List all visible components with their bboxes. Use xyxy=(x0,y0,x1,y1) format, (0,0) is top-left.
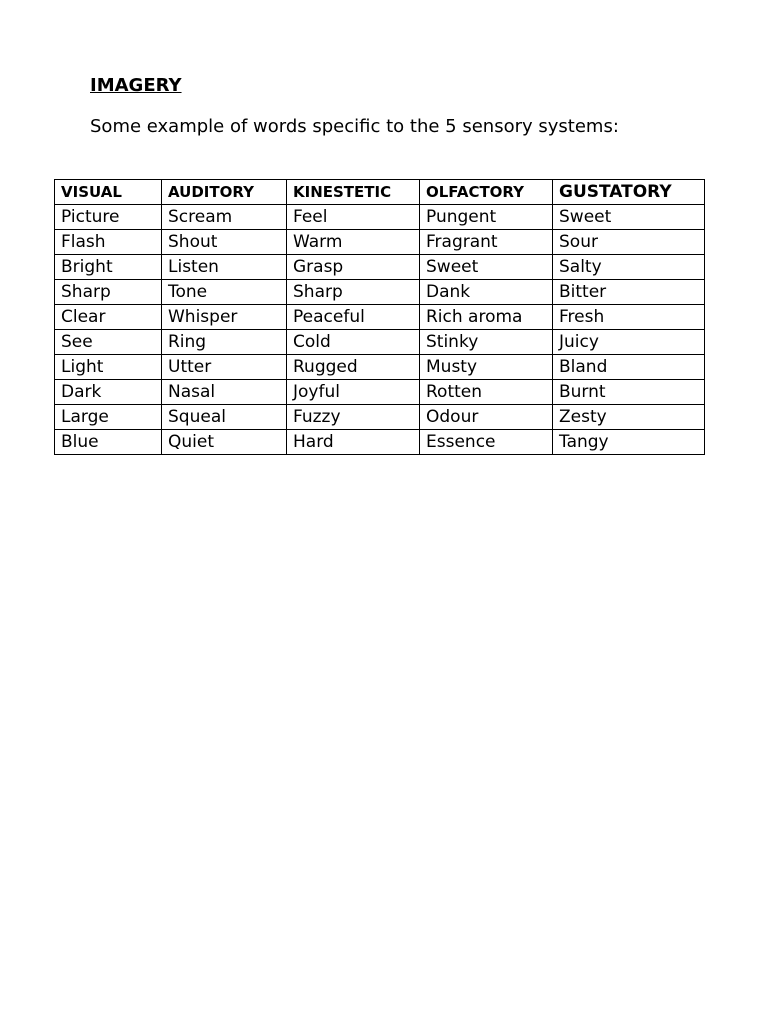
table-cell: Squeal xyxy=(162,405,287,430)
table-cell: Salty xyxy=(553,255,705,280)
table-row xyxy=(55,405,705,430)
table-cell: Clear xyxy=(55,305,162,330)
table-cell: Tone xyxy=(162,280,287,305)
table-cell: Sweet xyxy=(553,205,705,230)
table-cell: Rotten xyxy=(420,380,553,405)
table-cell: Tangy xyxy=(553,430,705,455)
table-cell: Fragrant xyxy=(420,230,553,255)
table-cell: Quiet xyxy=(162,430,287,455)
table-cell: Odour xyxy=(420,405,553,430)
table-cell: Rugged xyxy=(287,355,420,380)
header-gustatory: GUSTATORY xyxy=(553,180,705,205)
table-cell: Fresh xyxy=(553,305,705,330)
table-cell: Ring xyxy=(162,330,287,355)
table-cell: Bitter xyxy=(553,280,705,305)
table-cell: Hard xyxy=(287,430,420,455)
table-cell: Whisper xyxy=(162,305,287,330)
table-cell: Scream xyxy=(162,205,287,230)
table-cell: See xyxy=(55,330,162,355)
intro-paragraph: Some example of words specific to the 5 sensory systems: xyxy=(90,116,619,137)
table-cell: Utter xyxy=(162,355,287,380)
table-cell: Light xyxy=(55,355,162,380)
table-row xyxy=(55,280,705,305)
table-cell: Sharp xyxy=(287,280,420,305)
table-row xyxy=(55,230,705,255)
header-row xyxy=(55,180,705,205)
table-cell: Flash xyxy=(55,230,162,255)
table-cell: Warm xyxy=(287,230,420,255)
table-cell: Listen xyxy=(162,255,287,280)
table-cell: Feel xyxy=(287,205,420,230)
table-row xyxy=(55,380,705,405)
header-olfactory: OLFACTORY xyxy=(420,180,553,205)
table-row xyxy=(55,355,705,380)
table-cell: Rich aroma xyxy=(420,305,553,330)
header-visual: VISUAL xyxy=(55,180,162,205)
table-cell: Nasal xyxy=(162,380,287,405)
table-cell: Shout xyxy=(162,230,287,255)
table-cell: Joyful xyxy=(287,380,420,405)
table-cell: Burnt xyxy=(553,380,705,405)
table-cell: Large xyxy=(55,405,162,430)
table-cell: Cold xyxy=(287,330,420,355)
sensory-words-table xyxy=(54,179,705,455)
table-row xyxy=(55,255,705,280)
table-cell: Grasp xyxy=(287,255,420,280)
table-cell: Sharp xyxy=(55,280,162,305)
header-kinestetic: KINESTETIC xyxy=(287,180,420,205)
table-cell: Juicy xyxy=(553,330,705,355)
table-header xyxy=(55,180,705,205)
table-row xyxy=(55,205,705,230)
table-cell: Blue xyxy=(55,430,162,455)
table-cell: Sour xyxy=(553,230,705,255)
table-cell: Sweet xyxy=(420,255,553,280)
table-cell: Bright xyxy=(55,255,162,280)
table-cell: Stinky xyxy=(420,330,553,355)
table-cell: Bland xyxy=(553,355,705,380)
table-cell: Pungent xyxy=(420,205,553,230)
table-cell: Peaceful xyxy=(287,305,420,330)
table-cell: Musty xyxy=(420,355,553,380)
document-heading: IMAGERY xyxy=(90,75,182,96)
table-row xyxy=(55,330,705,355)
table-cell: Dark xyxy=(55,380,162,405)
table-row xyxy=(55,430,705,455)
header-auditory: AUDITORY xyxy=(162,180,287,205)
table-cell: Fuzzy xyxy=(287,405,420,430)
table-body xyxy=(55,205,705,455)
table-cell: Picture xyxy=(55,205,162,230)
table-cell: Zesty xyxy=(553,405,705,430)
table-row xyxy=(55,305,705,330)
table-cell: Essence xyxy=(420,430,553,455)
table-cell: Dank xyxy=(420,280,553,305)
